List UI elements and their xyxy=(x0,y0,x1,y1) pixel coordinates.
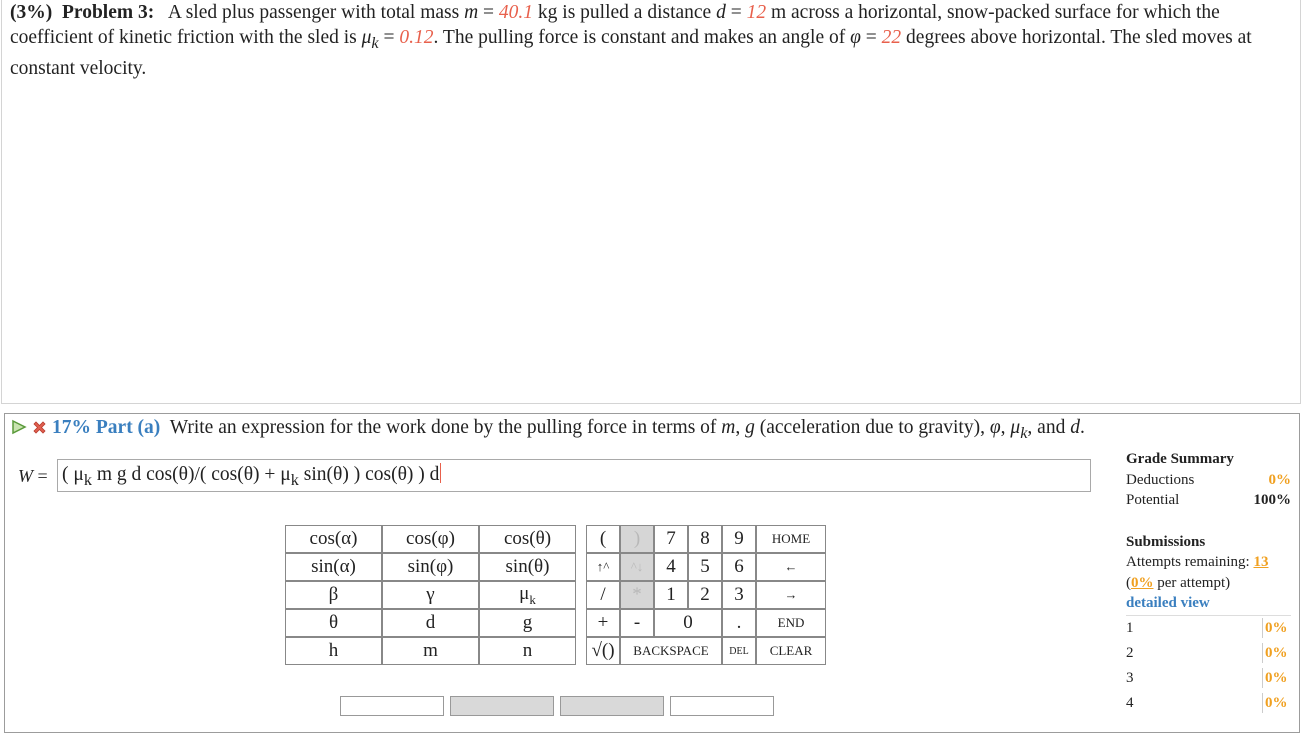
question-var-d: d xyxy=(1070,417,1080,438)
key-gamma[interactable]: γ xyxy=(382,581,479,609)
answer-text-3: sin(θ) ) cos(θ) ) d xyxy=(298,464,440,485)
question-mu-subscript: k xyxy=(1020,423,1028,442)
key-5[interactable]: 5 xyxy=(688,553,722,581)
submission-score: 0% xyxy=(1262,643,1291,664)
question-sep-2: , xyxy=(1000,417,1006,438)
key-minus[interactable]: - xyxy=(620,609,654,637)
feedback-button[interactable] xyxy=(560,696,664,716)
equals-2: = xyxy=(730,2,742,23)
variable-keypad xyxy=(285,525,576,665)
var-m: m xyxy=(464,2,479,23)
submit-button[interactable] xyxy=(340,696,444,716)
detailed-view-link[interactable]: detailed view xyxy=(1126,593,1291,616)
key-1[interactable]: 1 xyxy=(654,581,688,609)
answer-text-2: m g d cos(θ)/( cos(θ) + μ xyxy=(91,464,291,485)
key-d[interactable]: d xyxy=(382,609,479,637)
submission-row xyxy=(1126,641,1291,666)
key-n[interactable]: n xyxy=(479,637,576,665)
give-up-button[interactable] xyxy=(670,696,774,716)
key-0[interactable]: 0 xyxy=(654,609,722,637)
question-var-phi: φ xyxy=(989,417,1001,438)
part-a-percent[interactable]: 17% Part (a) xyxy=(52,417,161,438)
potential-row xyxy=(1126,490,1291,511)
submission-number: 2 xyxy=(1126,644,1134,661)
problem-text-3: m across a horizontal, snow-packed surface for which the coefficient of kinetic friction with the sled is xyxy=(10,2,1220,48)
mu-subscript: k xyxy=(371,33,379,52)
problem-text-5: degrees above horizontal. The sled moves at constant velocity. xyxy=(10,27,1252,79)
question-text-1: Write an expression for the work done by the pulling force in terms of xyxy=(169,417,717,438)
problem-weight: (3%) xyxy=(10,2,53,23)
key-7[interactable]: 7 xyxy=(654,525,688,553)
potential-label: Potential xyxy=(1126,492,1180,508)
submission-row xyxy=(1126,666,1291,691)
key-cos-phi[interactable]: cos(φ) xyxy=(382,525,479,553)
text-caret xyxy=(440,463,441,483)
key-del[interactable]: DEL xyxy=(722,637,756,665)
key-left-arrow[interactable]: ← xyxy=(756,553,826,581)
question-text-2: (acceleration due to gravity), xyxy=(759,417,985,438)
key-right-arrow[interactable]: → xyxy=(756,581,826,609)
key-multiply: * xyxy=(620,581,654,609)
key-sqrt[interactable]: √() xyxy=(586,637,620,665)
answer-text-1: ( μ xyxy=(62,464,84,485)
answer-sub-1: k xyxy=(83,470,92,489)
submission-score: 0% xyxy=(1262,693,1291,714)
expand-play-icon[interactable] xyxy=(11,419,27,435)
question-var-g: g xyxy=(745,417,755,438)
deductions-value: 0% xyxy=(1268,471,1291,488)
grade-summary xyxy=(1126,449,1291,716)
key-down-power: ^↓ xyxy=(620,553,654,581)
key-4[interactable]: 4 xyxy=(654,553,688,581)
key-home[interactable]: HOME xyxy=(756,525,826,553)
key-open-paren[interactable]: ( xyxy=(586,525,620,553)
key-dot[interactable]: . xyxy=(722,609,756,637)
problem-text xyxy=(10,0,1292,81)
question-var-mu xyxy=(1010,417,1028,442)
key-mu-k[interactable]: $\mu_k$ xyxy=(479,581,576,609)
key-clear[interactable]: CLEAR xyxy=(756,637,826,665)
key-cos-theta[interactable]: cos(θ) xyxy=(479,525,576,553)
key-cos-alpha[interactable]: cos(α) xyxy=(285,525,382,553)
submission-row xyxy=(1126,691,1291,716)
key-sin-phi[interactable]: sin(φ) xyxy=(382,553,479,581)
answer-equals: = xyxy=(37,466,48,486)
var-mu xyxy=(361,27,379,52)
key-divide[interactable]: / xyxy=(586,581,620,609)
submission-score: 0% xyxy=(1262,668,1291,689)
key-theta[interactable]: θ xyxy=(285,609,382,637)
key-9[interactable]: 9 xyxy=(722,525,756,553)
equals-1: = xyxy=(483,2,495,23)
answer-var: W xyxy=(18,466,33,486)
attempts-remaining xyxy=(1126,552,1291,573)
problem-text-4: . The pulling force is constant and makes an angle of xyxy=(433,27,846,48)
question-var-m: m xyxy=(721,417,736,438)
problem-statement xyxy=(1,0,1301,404)
distance-value: 12 xyxy=(746,2,767,23)
attempts-value: 13 xyxy=(1253,554,1269,570)
part-a-panel xyxy=(4,413,1300,733)
per-attempt xyxy=(1126,573,1291,594)
submission-number: 4 xyxy=(1126,694,1134,711)
equals-3: = xyxy=(383,27,395,48)
problem-text-2: kg is pulled a distance xyxy=(537,2,712,23)
part-a-header xyxy=(11,416,1085,445)
submission-number: 3 xyxy=(1126,669,1134,686)
grade-summary-title: Grade Summary xyxy=(1126,451,1234,467)
equals-4: = xyxy=(865,27,877,48)
key-end[interactable]: END xyxy=(756,609,826,637)
submission-score: 0% xyxy=(1262,618,1291,639)
key-beta[interactable]: β xyxy=(285,581,382,609)
key-close-paren: ) xyxy=(620,525,654,553)
per-attempt-value: 0% xyxy=(1131,574,1154,591)
answer-sub-2: k xyxy=(290,470,299,489)
angle-value: 22 xyxy=(881,27,902,48)
key-sin-alpha[interactable]: sin(α) xyxy=(285,553,382,581)
key-3[interactable]: 3 xyxy=(722,581,756,609)
problem-label: Problem 3: xyxy=(62,2,155,23)
incorrect-x-icon xyxy=(31,419,48,436)
hint-button[interactable] xyxy=(450,696,554,716)
key-g[interactable]: g xyxy=(479,609,576,637)
submission-row xyxy=(1126,616,1291,641)
var-d: d xyxy=(716,2,726,23)
potential-value: 100% xyxy=(1253,492,1291,508)
key-sin-theta[interactable]: sin(θ) xyxy=(479,553,576,581)
key-2[interactable]: 2 xyxy=(688,581,722,609)
mass-value: 40.1 xyxy=(498,2,534,23)
key-plus[interactable]: + xyxy=(586,609,620,637)
attempts-label: Attempts remaining: xyxy=(1126,554,1250,570)
mu-symbol: μ xyxy=(361,27,372,48)
key-8[interactable]: 8 xyxy=(688,525,722,553)
submissions-title: Submissions xyxy=(1126,533,1206,550)
key-up-power[interactable]: ↑^ xyxy=(586,553,620,581)
deductions-row xyxy=(1126,470,1291,491)
problem-text-1: A sled plus passenger with total mass xyxy=(167,2,460,23)
calculator-keypad xyxy=(586,525,826,665)
question-mu-symbol: μ xyxy=(1010,417,1021,438)
per-attempt-text: per attempt) xyxy=(1153,574,1231,591)
var-phi: φ xyxy=(850,27,861,48)
deductions-label: Deductions xyxy=(1126,471,1195,488)
per-attempt-open: ( xyxy=(1126,574,1131,591)
key-h[interactable]: h xyxy=(285,637,382,665)
key-backspace[interactable]: BACKSPACE xyxy=(620,637,722,665)
answer-label xyxy=(18,466,48,487)
question-sep-1: , xyxy=(735,417,741,438)
answer-input[interactable] xyxy=(57,459,1091,492)
question-text-3: , and xyxy=(1027,417,1066,438)
key-m[interactable]: m xyxy=(382,637,479,665)
key-6[interactable]: 6 xyxy=(722,553,756,581)
submission-number: 1 xyxy=(1126,619,1134,636)
question-text-4: . xyxy=(1079,417,1085,438)
mu-value: 0.12 xyxy=(399,27,434,48)
